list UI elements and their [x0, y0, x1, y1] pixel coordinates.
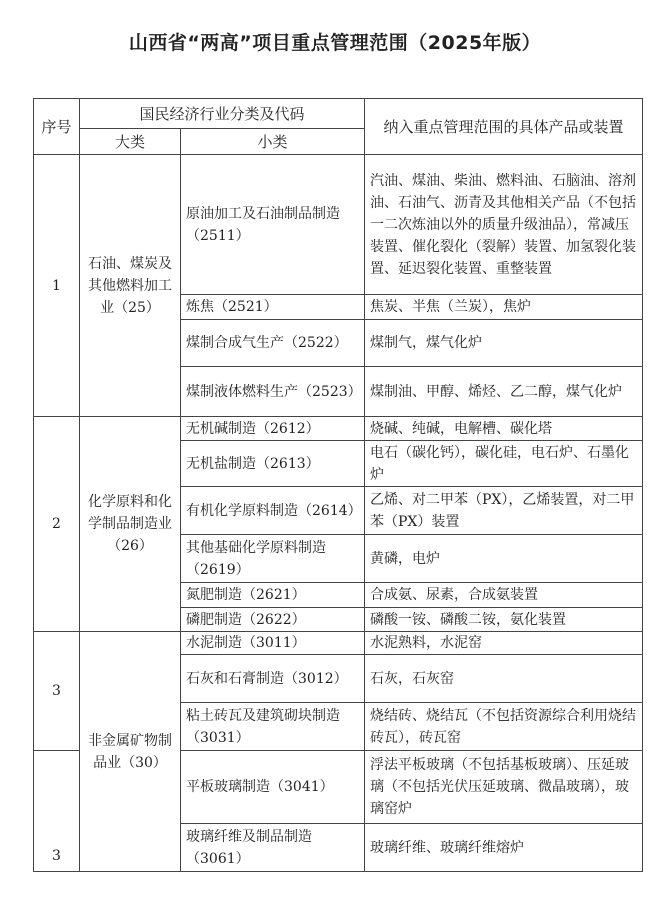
minor-category-cell: 无机碱制造（2612）: [181, 417, 365, 441]
products-cell: 磷酸一铵、磷酸二铵，氨化装置: [365, 608, 643, 632]
seq-cell: 2: [34, 417, 80, 632]
minor-category-cell: 煤制合成气生产（2522）: [181, 320, 365, 367]
products-cell: 焦炭、半焦（兰炭），焦炉: [365, 295, 643, 320]
products-cell: 浮法平板玻璃（不包括基板玻璃）、压延玻璃（不包括光伏压延玻璃、微晶玻璃），玻璃窑炉: [365, 751, 643, 824]
minor-category-cell: 有机化学原料制造（2614）: [181, 487, 365, 535]
header-products: 纳入重点管理范围的具体产品或装置: [365, 99, 643, 155]
header-major: 大类: [80, 129, 181, 155]
header-industry: 国民经济行业分类及代码: [80, 99, 365, 129]
products-cell: 煤制油、甲醇、烯烃、乙二醇，煤气化炉: [365, 367, 643, 417]
seq-cell: 3: [34, 632, 80, 751]
minor-category-cell: 磷肥制造（2622）: [181, 608, 365, 632]
products-cell: 乙烯、对二甲苯（PX），乙烯装置，对二甲苯（PX）装置: [365, 487, 643, 535]
header-minor: 小类: [181, 129, 365, 155]
products-cell: 电石（碳化钙），碳化硅，电石炉、石墨化炉: [365, 441, 643, 487]
minor-category-cell: 炼焦（2521）: [181, 295, 365, 320]
seq-cell: 3: [34, 751, 80, 872]
seq-cell: 1: [34, 155, 80, 417]
products-cell: 水泥熟料，水泥窑: [365, 632, 643, 655]
page-title: 山西省“两高”项目重点管理范围（2025年版）: [128, 32, 542, 54]
minor-category-cell: 石灰和石膏制造（3012）: [181, 655, 365, 703]
products-cell: 玻璃纤维、玻璃纤维熔炉: [365, 824, 643, 872]
products-cell: 合成氨、尿素，合成氨装置: [365, 583, 643, 608]
products-cell: 石灰，石灰窑: [365, 655, 643, 703]
products-cell: 黄磷，电炉: [365, 535, 643, 583]
major-category-cell: 化学原料和化学制品制造业（26）: [80, 417, 181, 632]
products-cell: 汽油、煤油、柴油、燃料油、石脑油、溶剂油、石油气、沥青及其他相关产品（不包括一二次炼油以外的质量升级油品），常减压装置、催化裂化（裂解）装置、加氢裂化装置、延迟裂化装置、重整装置: [365, 155, 643, 295]
minor-category-cell: 氮肥制造（2621）: [181, 583, 365, 608]
products-cell: 煤制气，煤气化炉: [365, 320, 643, 367]
minor-category-cell: 粘土砖瓦及建筑砌块制造（3031）: [181, 703, 365, 751]
header-seq: 序号: [34, 99, 80, 155]
minor-category-cell: 平板玻璃制造（3041）: [181, 751, 365, 824]
minor-category-cell: 水泥制造（3011）: [181, 632, 365, 655]
major-category-cell: 石油、煤炭及其他燃料加工业（25）: [80, 155, 181, 417]
scope-table: [33, 98, 643, 872]
minor-category-cell: 玻璃纤维及制品制造（3061）: [181, 824, 365, 872]
minor-category-cell: 原油加工及石油制品制造（2511）: [181, 155, 365, 295]
products-cell: 烧结砖、烧结瓦（不包括资源综合利用烧结砖瓦），砖瓦窑: [365, 703, 643, 751]
minor-category-cell: 煤制液体燃料生产（2523）: [181, 367, 365, 417]
products-cell: 烧碱、纯碱，电解槽、碳化塔: [365, 417, 643, 441]
major-category-cell: 非金属矿物制品业（30）: [80, 632, 181, 872]
minor-category-cell: 其他基础化学原料制造（2619）: [181, 535, 365, 583]
minor-category-cell: 无机盐制造（2613）: [181, 441, 365, 487]
